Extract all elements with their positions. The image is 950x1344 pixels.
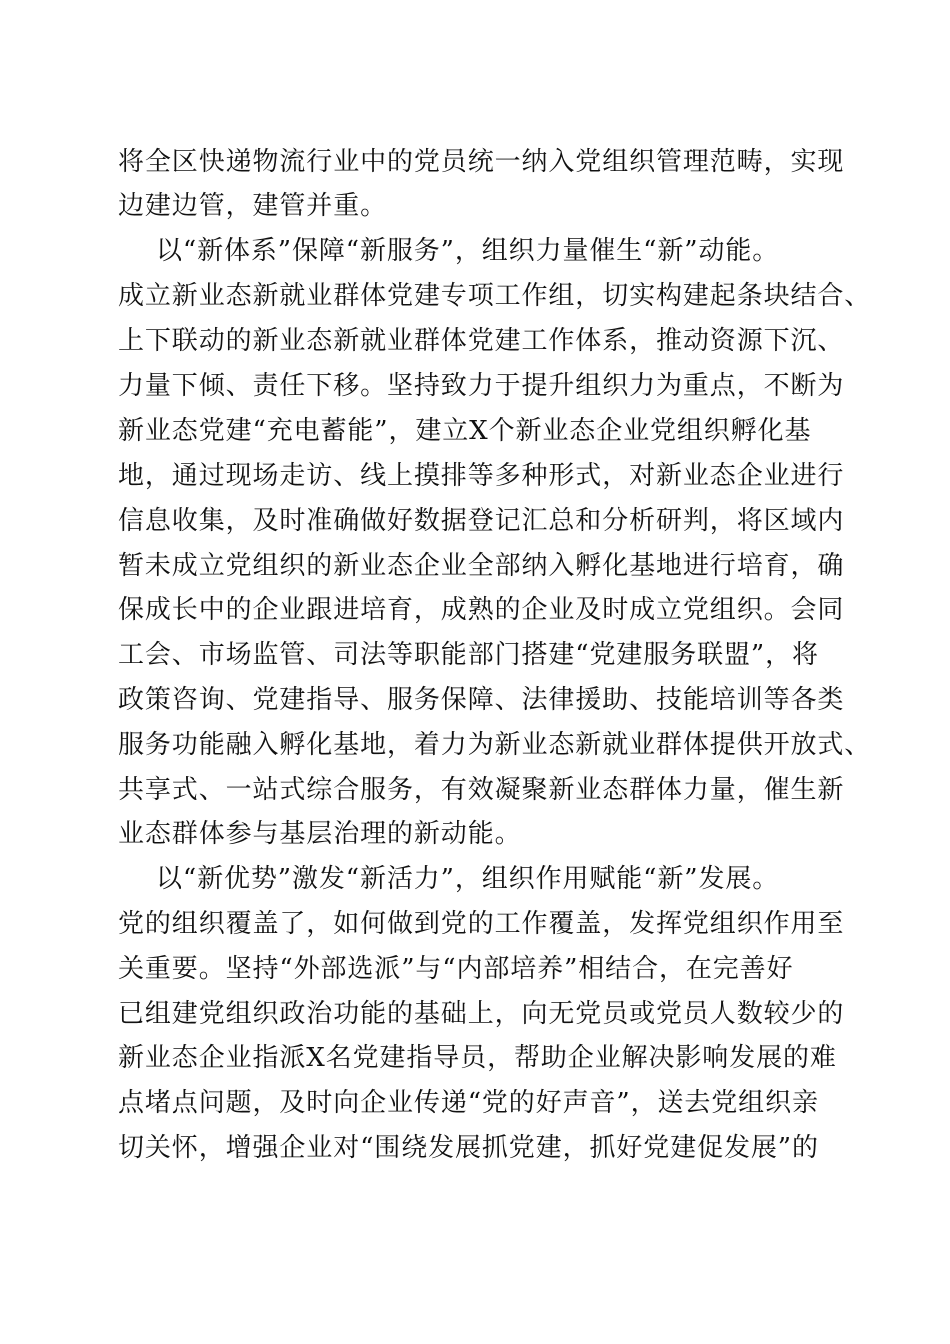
text-line: 政策咨询、党建指导、服务保障、法律援助、技能培训等各类 bbox=[118, 685, 845, 715]
text-line: 共享式、一站式综合服务，有效凝聚新业态群体力量，催生新 bbox=[118, 775, 845, 805]
text-line: 成立新业态新就业群体党建专项工作组，切实构建起条块结合、 bbox=[118, 281, 872, 311]
text-line: 信息收集，及时准确做好数据登记汇总和分析研判，将区域内 bbox=[118, 506, 845, 536]
text-line: 上下联动的新业态新就业群体党建工作体系，推动资源下沉、 bbox=[118, 326, 845, 356]
text-line: 业态群体参与基层治理的新动能。 bbox=[118, 819, 522, 849]
text-line: 服务功能融入孵化基地，着力为新业态新就业群体提供开放式、 bbox=[118, 730, 872, 760]
text-line: 已组建党组织政治功能的基础上，向无党员或党员人数较少的 bbox=[118, 999, 845, 1029]
text-line: 切关怀，增强企业对“围绕发展抓党建，抓好党建促发展”的 bbox=[118, 1133, 819, 1163]
text-line: 力量下倾、责任下移。坚持致力于提升组织力为重点，不断为 bbox=[118, 371, 845, 401]
text-line: 地，通过现场走访、线上摸排等多种形式，对新业态企业进行 bbox=[118, 461, 845, 491]
text-line: 工会、市场监管、司法等职能部门搭建“党建服务联盟”，将 bbox=[118, 640, 819, 670]
text-line: 保成长中的企业跟进培育，成熟的企业及时成立党组织。会同 bbox=[118, 595, 845, 625]
text-line: 点堵点问题，及时向企业传递“党的好声音”，送去党组织亲 bbox=[118, 1088, 819, 1118]
paragraph-heading: 以“新体系”保障“新服务”，组织力量催生“新”动能。 bbox=[156, 236, 780, 266]
text-line: 新业态企业指派X名党建指导员，帮助企业解决影响发展的难 bbox=[118, 1043, 837, 1073]
text-line: 暂未成立党组织的新业态企业全部纳入孵化基地进行培育，确 bbox=[118, 551, 845, 581]
text-line: 关重要。坚持“外部选派”与“内部培养”相结合，在完善好 bbox=[118, 954, 794, 984]
paragraph-heading: 以“新优势”激发“新活力”，组织作用赋能“新”发展。 bbox=[156, 864, 780, 894]
text-line: 新业态党建“充电蓄能”，建立X个新业态企业党组织孵化基 bbox=[118, 416, 812, 446]
text-line: 边建边管，建管并重。 bbox=[118, 191, 388, 221]
text-line: 将全区快递物流行业中的党员统一纳入党组织管理范畴，实现 bbox=[118, 147, 845, 177]
text-line: 党的组织覆盖了，如何做到党的工作覆盖，发挥党组织作用至 bbox=[118, 909, 845, 939]
